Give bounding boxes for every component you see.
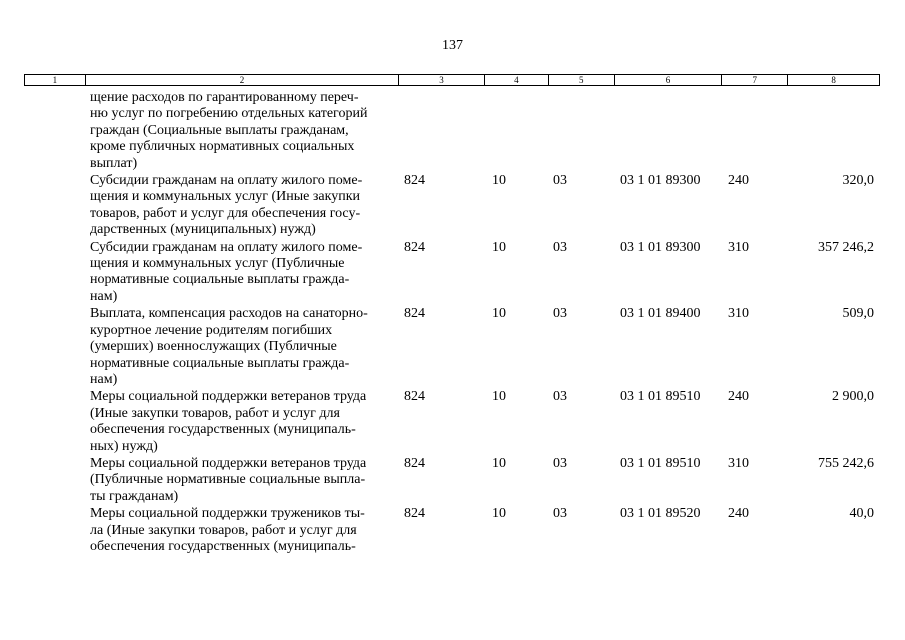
cell-subsection: 03 bbox=[553, 239, 567, 255]
description-line: щение расходов по гарантированному переч- bbox=[90, 90, 359, 105]
table-row bbox=[24, 306, 880, 388]
description-line: Субсидии гражданам на оплату жилого поме- bbox=[90, 239, 363, 255]
table-row bbox=[24, 506, 880, 555]
cell-col-1 bbox=[24, 456, 84, 505]
description-line: щения и коммунальных услуг (Публичные bbox=[90, 256, 345, 272]
description-line: Выплата, компенсация расходов на санаторно- bbox=[90, 306, 368, 322]
cell-target-article: 03 1 01 89400 bbox=[620, 306, 701, 322]
cell-ministry-code: 824 bbox=[404, 306, 425, 322]
cell-amount bbox=[788, 90, 880, 172]
cell-col-1 bbox=[24, 173, 84, 239]
description-line: нормативные социальные выплаты гражда- bbox=[90, 272, 350, 288]
cell-col-1 bbox=[24, 240, 84, 306]
cell-section: 10 bbox=[492, 173, 506, 189]
cell-description bbox=[84, 306, 398, 388]
cell-section: 10 bbox=[492, 389, 506, 405]
header-col-5: 5 bbox=[548, 75, 614, 85]
cell-col-1 bbox=[24, 389, 84, 455]
cell-col-1 bbox=[24, 306, 84, 388]
description-line: Субсидии гражданам на оплату жилого поме- bbox=[90, 173, 363, 189]
cell-ministry-code: 824 bbox=[404, 239, 425, 255]
description-line: нам) bbox=[90, 288, 118, 304]
cell-section bbox=[484, 90, 548, 172]
description-line: ных) нужд) bbox=[90, 438, 158, 454]
description-line: обеспечения государственных (муниципаль- bbox=[90, 538, 356, 554]
cell-col-1 bbox=[24, 506, 84, 555]
description-line: ла (Иные закупки товаров, работ и услуг для bbox=[90, 522, 357, 538]
cell-amount: 357 246,2 bbox=[818, 239, 874, 255]
cell-expense-type: 240 bbox=[728, 389, 749, 405]
cell-description bbox=[84, 173, 398, 239]
cell-expense-type: 240 bbox=[728, 173, 749, 189]
header-col-8: 8 bbox=[787, 75, 879, 85]
cell-amount: 320,0 bbox=[842, 173, 874, 189]
cell-subsection: 03 bbox=[553, 455, 567, 471]
cell-subsection: 03 bbox=[553, 389, 567, 405]
table-body bbox=[24, 90, 880, 555]
cell-description bbox=[84, 90, 398, 172]
description-line: (Иные закупки товаров, работ и услуг для bbox=[90, 405, 340, 421]
cell-col-1 bbox=[24, 90, 84, 172]
cell-ministry-code: 824 bbox=[404, 389, 425, 405]
cell-amount: 2 900,0 bbox=[832, 389, 874, 405]
cell-subsection: 03 bbox=[553, 306, 567, 322]
table-header bbox=[24, 74, 880, 86]
cell-expense-type: 310 bbox=[728, 306, 749, 322]
cell-target-article bbox=[614, 90, 722, 172]
cell-description bbox=[84, 456, 398, 505]
cell-subsection bbox=[548, 90, 614, 172]
description-line: щения и коммунальных услуг (Иные закупки bbox=[90, 189, 361, 205]
cell-expense-type: 240 bbox=[728, 506, 749, 522]
cell-expense-type: 310 bbox=[728, 455, 749, 471]
description-line: выплат) bbox=[90, 155, 138, 171]
cell-amount: 755 242,6 bbox=[818, 455, 874, 471]
cell-section: 10 bbox=[492, 306, 506, 322]
cell-amount: 509,0 bbox=[842, 306, 874, 322]
table-row bbox=[24, 240, 880, 306]
header-col-1: 1 bbox=[52, 75, 58, 85]
header-col-4: 4 bbox=[484, 75, 548, 85]
table-row bbox=[24, 90, 880, 172]
cell-section: 10 bbox=[492, 239, 506, 255]
cell-target-article: 03 1 01 89510 bbox=[620, 455, 701, 471]
table-row bbox=[24, 389, 880, 455]
cell-ministry-code: 824 bbox=[404, 506, 425, 522]
cell-expense-type: 310 bbox=[728, 239, 749, 255]
table-row bbox=[24, 456, 880, 505]
cell-section: 10 bbox=[492, 455, 506, 471]
cell-target-article: 03 1 01 89300 bbox=[620, 173, 701, 189]
cell-amount: 40,0 bbox=[849, 506, 874, 522]
description-line: курортное лечение родителям погибших bbox=[90, 322, 333, 338]
header-col-2: 2 bbox=[85, 75, 398, 85]
description-line: товаров, работ и услуг для обеспечения госу- bbox=[90, 205, 361, 221]
cell-target-article: 03 1 01 89300 bbox=[620, 239, 701, 255]
table-row bbox=[24, 173, 880, 239]
description-line: (Публичные нормативные социальные выпла- bbox=[90, 472, 366, 488]
cell-ministry-code: 824 bbox=[404, 455, 425, 471]
description-line: граждан (Социальные выплаты гражданам, bbox=[90, 122, 349, 138]
description-line: кроме публичных нормативных социальных bbox=[90, 139, 355, 155]
description-line: Меры социальной поддержки ветеранов труда bbox=[90, 455, 367, 471]
cell-ministry-code bbox=[398, 90, 484, 172]
header-col-3: 3 bbox=[398, 75, 484, 85]
page-number: 137 bbox=[442, 38, 463, 53]
description-line: ты гражданам) bbox=[90, 488, 179, 504]
cell-target-article: 03 1 01 89520 bbox=[620, 506, 701, 522]
cell-expense-type bbox=[722, 90, 788, 172]
cell-subsection: 03 bbox=[553, 506, 567, 522]
cell-subsection: 03 bbox=[553, 173, 567, 189]
cell-target-article: 03 1 01 89510 bbox=[620, 389, 701, 405]
description-line: (умерших) военнослужащих (Публичные bbox=[90, 339, 337, 355]
description-line: Меры социальной поддержки тружеников ты- bbox=[90, 506, 365, 522]
description-line: ню услуг по погребению отдельных категорий bbox=[90, 106, 368, 122]
description-line: дарственных (муниципальных) нужд) bbox=[90, 222, 316, 238]
header-col-7: 7 bbox=[721, 75, 787, 85]
header-col-6: 6 bbox=[614, 75, 722, 85]
cell-description bbox=[84, 240, 398, 306]
cell-description bbox=[84, 389, 398, 455]
description-line: нормативные социальные выплаты гражда- bbox=[90, 355, 350, 371]
cell-ministry-code: 824 bbox=[404, 173, 425, 189]
cell-section: 10 bbox=[492, 506, 506, 522]
description-line: нам) bbox=[90, 371, 118, 387]
cell-description bbox=[84, 506, 398, 555]
description-line: Меры социальной поддержки ветеранов труда bbox=[90, 389, 367, 405]
description-line: обеспечения государственных (муниципаль- bbox=[90, 422, 356, 438]
